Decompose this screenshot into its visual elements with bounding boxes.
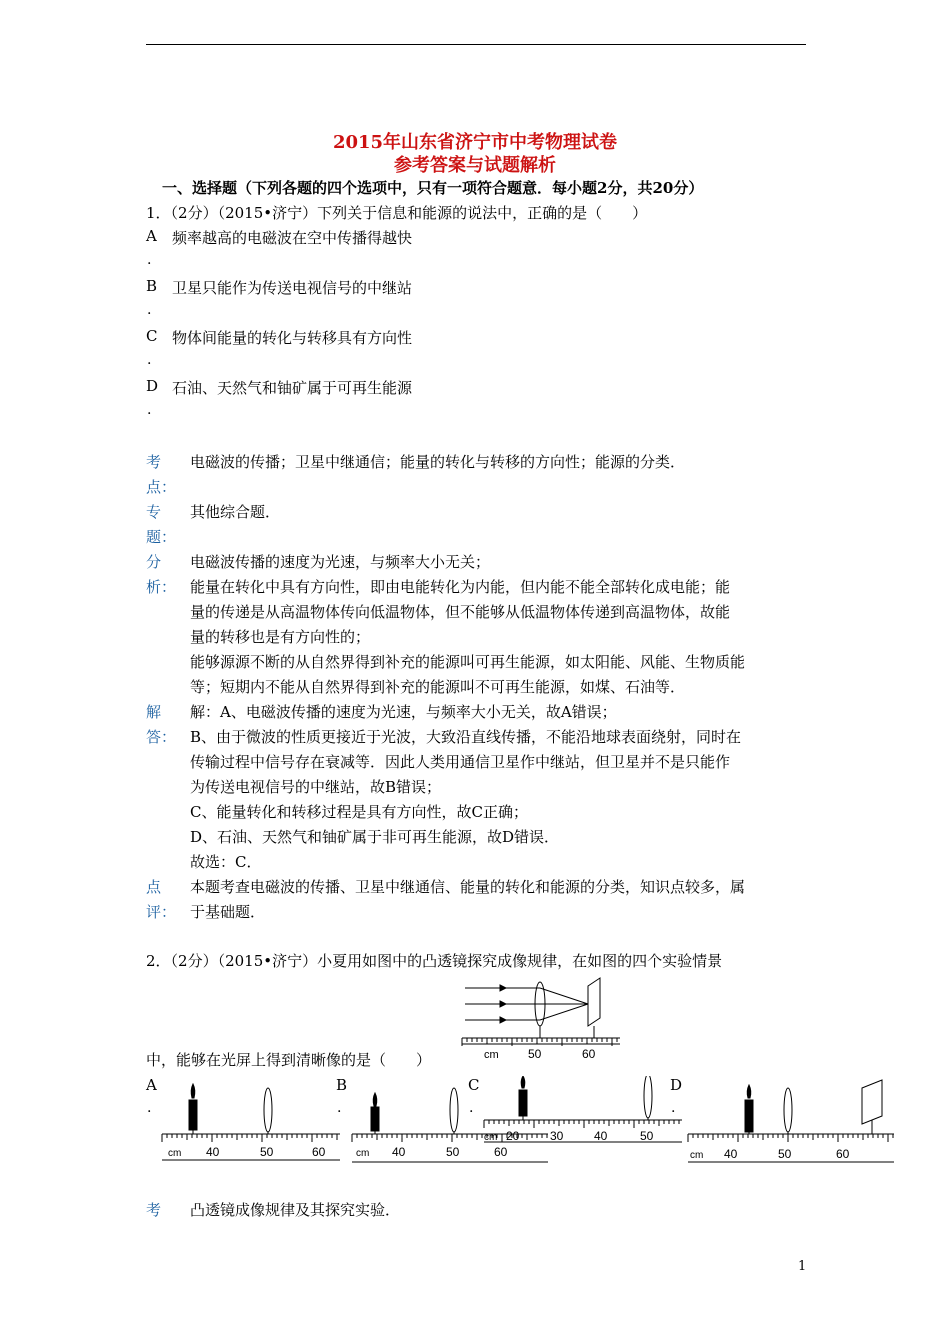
q1-kaodian-label-1: 考 <box>146 453 162 471</box>
section-heading: 一、选择题（下列各题的四个选项中，只有一项符合题意．每小题2分，共20分） <box>162 179 704 197</box>
candle <box>745 1100 753 1132</box>
q2-option-c-letter: C <box>468 1076 480 1094</box>
tick-label: 40 <box>594 1129 608 1143</box>
q1-option-c-letter: C <box>146 327 158 345</box>
page-number: 1 <box>798 1259 807 1274</box>
q2-stem-line2: 中，能够在光屏上得到清晰像的是（ ） <box>146 1051 432 1069</box>
q1-fenxi-line: 能量在转化中具有方向性，即由电能转化为内能，但内能不能全部转化成电能；能 <box>190 578 731 596</box>
candle-flame <box>747 1085 751 1098</box>
candle <box>519 1090 527 1116</box>
q1-option-a-text: 频率越高的电磁波在空中传播得越快 <box>172 229 413 247</box>
q1-zhuanti-label-2: 题： <box>146 528 177 546</box>
q1-dianping-line: 于基础题． <box>190 903 266 921</box>
q1-dianping-line: 本题考查电磁波的传播、卫星中继通信、能量的转化和能源的分类，知识点较多，属 <box>190 878 746 896</box>
q1-fenxi-line: 能够源源不断的从自然界得到补充的能源叫可再生能源，如太阳能、风能、生物质能 <box>190 653 746 671</box>
tick-label: 50 <box>260 1145 274 1159</box>
tick-label: 50 <box>446 1145 460 1159</box>
tick-label: 60 <box>494 1145 508 1159</box>
tick-label: 40 <box>724 1147 738 1161</box>
convex-lens <box>784 1088 792 1132</box>
q1-fenxi-line: 量的传递是从高温物体传向低温物体，但不能够从低温物体传递到高温物体，故能 <box>190 603 731 621</box>
refracted-ray <box>540 1004 588 1020</box>
q1-dianping-label-1: 点 <box>146 878 162 896</box>
convex-lens <box>264 1088 272 1132</box>
tick-label: cm <box>168 1148 182 1159</box>
tick-label: 60 <box>312 1145 326 1159</box>
q2-lens-figure <box>460 972 622 1062</box>
candle <box>189 1100 197 1130</box>
q1-fenxi-label-2: 析： <box>146 578 177 596</box>
candle <box>371 1107 379 1131</box>
option-dot: . <box>147 1100 152 1116</box>
q1-fenxi-line: 等；短期内不能从自然界得到补充的能源叫不可再生能源，如煤、石油等． <box>190 678 686 696</box>
q1-jieda-line: 为传送电视信号的中继站，故B错误； <box>190 778 442 796</box>
candle-flame <box>191 1084 195 1098</box>
tick-label: 40 <box>392 1145 406 1159</box>
q1-jieda-label-2: 答： <box>146 728 177 746</box>
tick-label: 50 <box>640 1129 654 1143</box>
q1-option-d-letter: D <box>146 377 159 395</box>
q1-zhuanti-label-1: 专 <box>146 503 162 521</box>
option-dot: . <box>469 1100 474 1116</box>
q1-jieda-line: 传输过程中信号存在衰减等．因此人类用通信卫星作中继站，但卫星并不是只能作 <box>190 753 731 771</box>
option-dot: . <box>147 302 152 318</box>
q2-option-c-figure <box>482 1076 684 1144</box>
q1-option-c-text: 物体间能量的转化与转移具有方向性 <box>172 329 413 347</box>
header-rule <box>146 44 806 45</box>
q2-option-d-letter: D <box>670 1076 683 1094</box>
tick-label: 40 <box>206 1145 220 1159</box>
q1-jieda-line: C、能量转化和转移过程是具有方向性，故C正确； <box>190 803 528 821</box>
q1-jieda-line: 解：A、电磁波传播的速度为光速，与频率大小无关，故A错误； <box>190 703 617 721</box>
q1-option-a-letter: A <box>146 227 157 245</box>
tick-label: 60 <box>582 1047 596 1061</box>
q1-jieda-label-1: 解 <box>146 703 162 721</box>
q1-kaodian-label-2: 点： <box>146 478 177 496</box>
refracted-ray <box>540 988 588 1004</box>
candle-flame <box>521 1076 525 1088</box>
q1-zhuanti: 其他综合题． <box>190 503 281 521</box>
option-dot: . <box>671 1100 676 1116</box>
q1-jieda-line: 故选：C． <box>190 853 262 871</box>
option-dot: . <box>337 1100 342 1116</box>
ray-arrow <box>500 1017 506 1023</box>
option-dot: . <box>147 352 152 368</box>
tick-label: cm <box>356 1148 370 1159</box>
q1-option-d-text: 石油、天然气和铀矿属于可再生能源 <box>172 379 413 397</box>
tick-label: 20 <box>506 1129 520 1143</box>
candle-flame <box>373 1093 377 1106</box>
q2-stem-line1: 2．（2分）（2015•济宁）小夏用如图中的凸透镜探究成像规律，在如图的四个实验情景 <box>146 952 723 970</box>
q1-stem: 1．（2分）（2015•济宁）下列关于信息和能源的说法中，正确的是（ ） <box>146 204 648 222</box>
tick-label: cm <box>690 1150 704 1161</box>
q1-fenxi-label-1: 分 <box>146 553 162 571</box>
tick-label: cm <box>484 1132 498 1143</box>
light-screen <box>588 978 600 1026</box>
tick-label: 30 <box>550 1129 564 1143</box>
q1-jieda-line: B、由于微波的性质更接近于光波，大致沿直线传播，不能沿地球表面绕射，同时在 <box>190 728 742 746</box>
q1-dianping-label-2: 评： <box>146 903 177 921</box>
option-dot: . <box>147 402 152 418</box>
q2-option-b-letter: B <box>336 1076 348 1094</box>
q1-fenxi-line: 电磁波传播的速度为光速，与频率大小无关； <box>190 553 491 571</box>
tick-label: cm <box>484 1049 499 1061</box>
option-dot: . <box>147 252 152 268</box>
q2-kaodian: 凸透镜成像规律及其探究实验． <box>190 1201 401 1219</box>
convex-lens <box>450 1088 458 1132</box>
light-screen <box>862 1080 882 1124</box>
tick-label: 60 <box>836 1147 850 1161</box>
q2-option-a-figure <box>160 1076 342 1166</box>
q1-fenxi-line: 量的转移也是有方向性的； <box>190 628 371 646</box>
q1-option-b-text: 卫星只能作为传送电视信号的中继站 <box>172 279 413 297</box>
q2-option-d-figure <box>686 1076 896 1166</box>
paper-subtitle: 参考答案与试题解析 <box>394 155 556 176</box>
q2-kaodian-label: 考 <box>146 1201 162 1219</box>
q1-option-b-letter: B <box>146 277 158 295</box>
q1-kaodian: 电磁波的传播；卫星中继通信；能量的转化与转移的方向性；能源的分类． <box>190 453 686 471</box>
paper-title: 2015年山东省济宁市中考物理试卷 <box>332 132 618 153</box>
ray-arrow <box>500 1001 506 1007</box>
tick-label: 50 <box>778 1147 792 1161</box>
tick-label: 50 <box>528 1047 542 1061</box>
ray-arrow <box>500 985 506 991</box>
q1-jieda-line: D、石油、天然气和铀矿属于非可再生能源，故D错误． <box>190 828 560 846</box>
convex-lens <box>644 1076 652 1118</box>
q2-option-a-letter: A <box>146 1076 157 1094</box>
